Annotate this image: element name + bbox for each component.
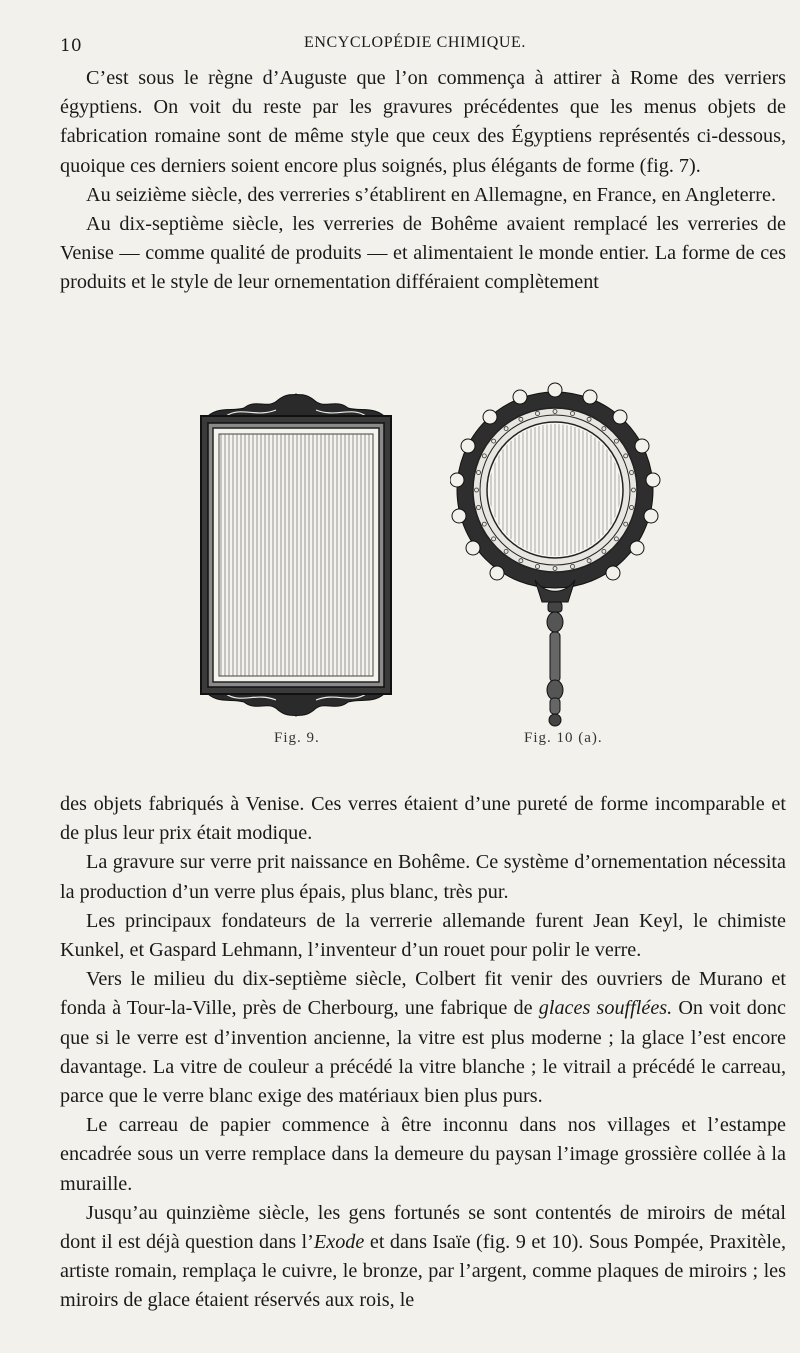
italic-term: Exode: [313, 1231, 365, 1254]
paragraph: des objets fabriqués à Venise. Ces verres étaient d’une pureté de forme incomparable et de plus leur prix était modique.: [60, 793, 786, 845]
paragraph: La gravure sur verre prit naissance en Bohême. Ce système d’ornementation nécessita la production d’un verre plus épais, plus blanc, très pur.: [60, 851, 786, 903]
figure-9-caption: Fig. 9.: [274, 730, 320, 746]
paragraph-text: et dans Isaïe (fig. 9 et 10). Sous Pompée, Praxitèle, artiste romain, remplaça le cuivre, le bronze, par l’argent, comme plaques de miroirs ; les miroirs de glace étaient réservés aux rois, le: [60, 1231, 786, 1312]
paragraph-text: Jusqu’au quinzième siècle, les gens fortunés se sont contentés de miroirs de métal dont il est déjà question dans l’: [60, 1201, 786, 1254]
page-header: [60, 32, 770, 56]
paragraph: C’est sous le règne d’Auguste que l’on commença à attirer à Rome des verriers égyptiens. On voit du reste par les gravures précédentes que les menus objets de fabrication romaine sont de même style que ceux des Égyptiens représentés ci-dessous, quoique ces derniers soient encore plus soignés, plus élégants de forme (fig. 7).: [60, 67, 786, 177]
hand-mirror-icon: [450, 380, 670, 730]
text-block-bottom: [60, 790, 786, 1316]
paragraph-text: On voit donc que si le verre est d’invention ancienne, la vitre est plus moderne ; la glace l’est encore davantage. La vitre de couleur a précédé la vitre blanche ; le vitrail a précédé le carreau, parce que le verre blanc exige des matériaux bien plus purs.: [60, 997, 786, 1108]
paragraph: Les principaux fondateurs de la verrerie allemande furent Jean Keyl, le chimiste Kunkel, et Gaspard Lehmann, l’inventeur d’un rouet pour polir le verre.: [60, 909, 786, 962]
figures-area: [60, 360, 786, 780]
paragraph: Au dix-septième siècle, les verreries de Bohême avaient remplacé les verreries de Venise — comme qualité de produits — et alimentaient le monde entier. La forme de ces produits et le style de leur ornementation différaient complètement: [60, 213, 786, 294]
figure-10-caption: Fig. 10 (a).: [524, 730, 603, 746]
paragraph-text: Vers le milieu du dix-septième siècle, Colbert fit venir des ouvriers de Murano et fonda à Tour-la-Ville, près de Cherbourg, une fabrique de: [60, 968, 786, 1020]
page-number: 10: [60, 36, 82, 56]
text-block-top: [60, 64, 786, 298]
paragraph: [60, 965, 786, 1111]
paragraph: Au seizième siècle, des verreries s’établirent en Allemagne, en France, en Angleterre.: [86, 183, 777, 206]
italic-term: glaces soufflées.: [538, 997, 673, 1020]
paragraph: [60, 1199, 786, 1316]
paragraph: Le carreau de papier commence à être inconnu dans nos villages et l’estampe encadrée sous un verre remplace dans la demeure du paysan l’image grossière collée à la muraille.: [60, 1114, 786, 1195]
running-title: ENCYCLOPÉDIE CHIMIQUE.: [303, 34, 527, 51]
rectangular-mirror-icon: [196, 390, 396, 720]
